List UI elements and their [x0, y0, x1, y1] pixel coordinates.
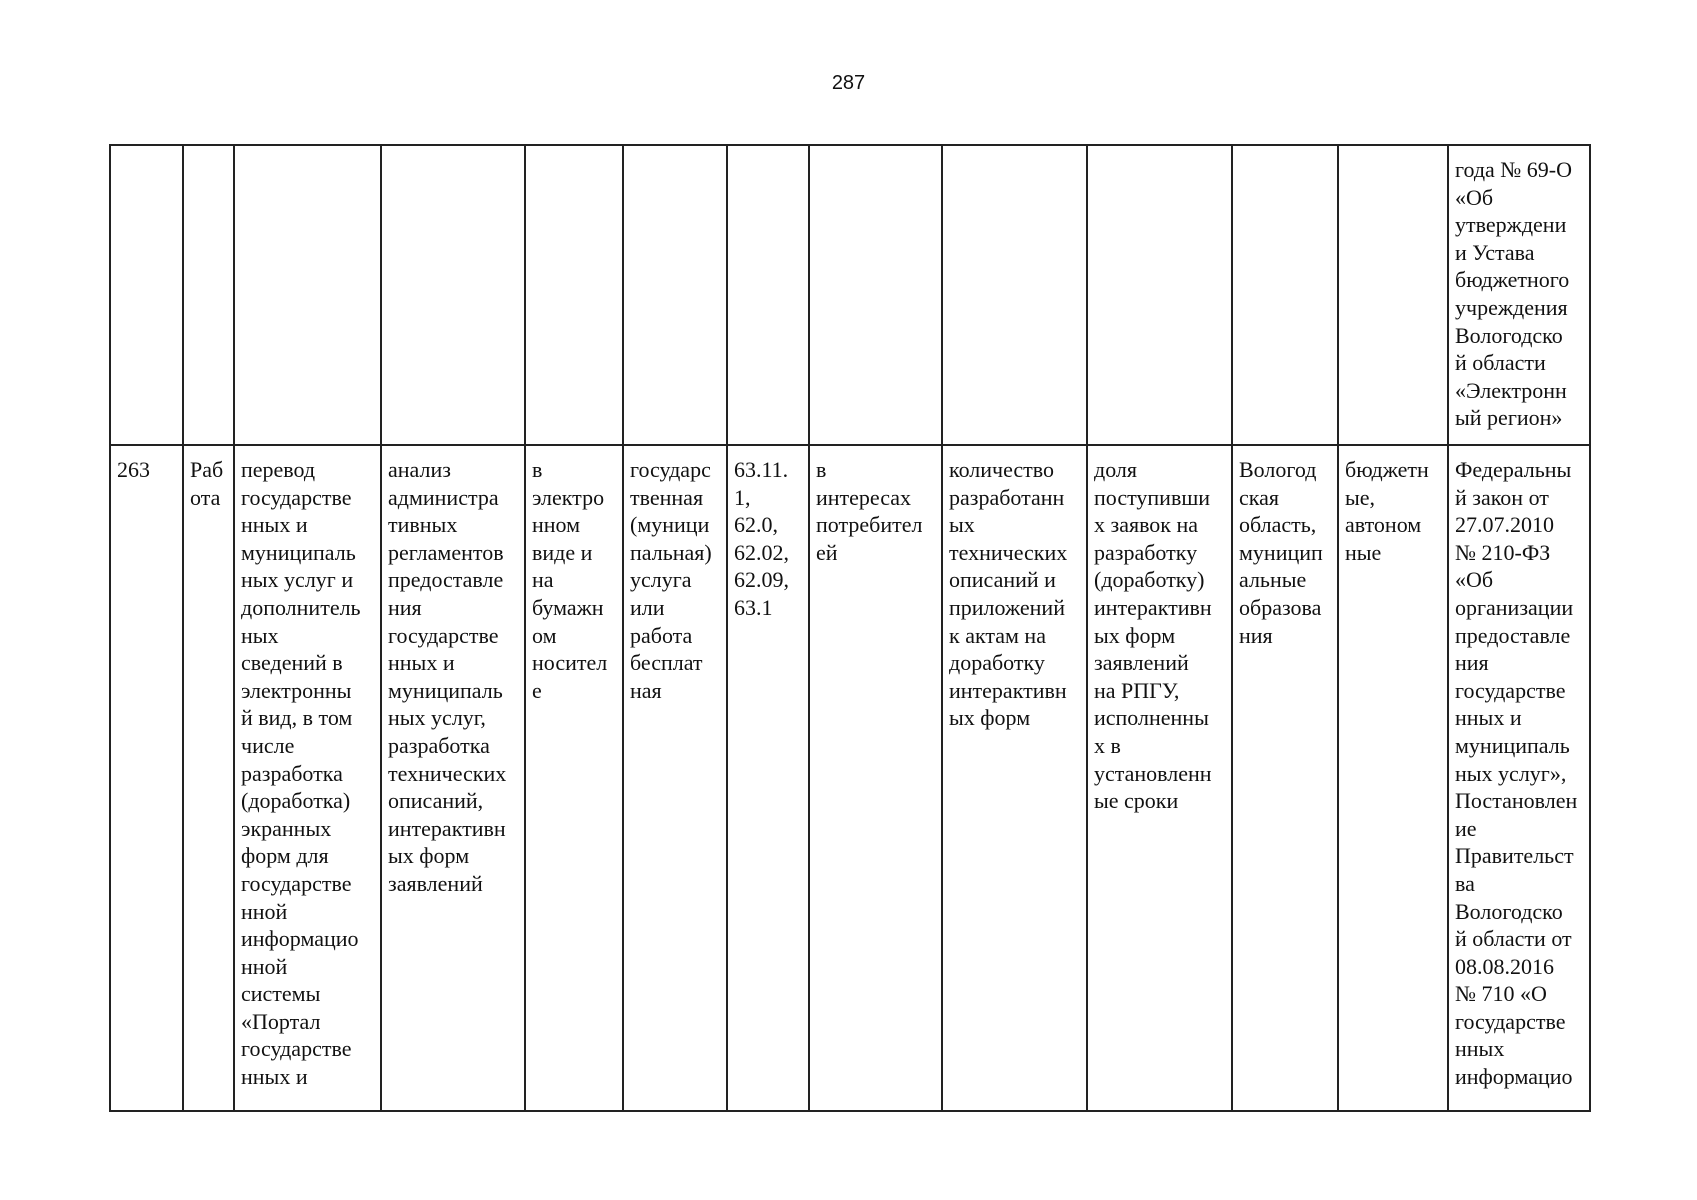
cell-text: года № 69-О «Об утверждени и Устава бюджетного учреждения Вологодско й области «Электронн ый регион»	[1455, 157, 1573, 431]
document-table	[109, 144, 1591, 1112]
cell-text: Федеральны й закон от 27.07.2010 № 210-ФЗ «Об организации предоставле ния государстве нных и муниципаль ных услуг», Постановлен ие Правительст ва Вологодско й области от 08.08.2016 № 710 «О государстве нных информацио	[1455, 457, 1578, 1090]
cell-quality-indicator	[1087, 145, 1232, 445]
cell-text: Раб ота	[190, 457, 224, 510]
cell-text: Вологод ская область, муницип альные образова ния	[1239, 457, 1323, 648]
cell-text: перевод государстве нных и муниципаль ных услуг и дополнитель ных сведений в электронны й вид, в том числе разработка (доработка) экранных форм для государстве нной информацио нной системы «Портал государстве нных и	[241, 457, 361, 1090]
cell-legal-basis	[1448, 445, 1590, 1111]
cell-number	[110, 445, 183, 1111]
cell-status	[623, 145, 727, 445]
cell-institution-type	[1338, 445, 1448, 1111]
cell-text: в интересах потребител ей	[816, 457, 923, 565]
cell-form	[525, 145, 623, 445]
cell-text: 263	[117, 457, 150, 482]
cell-okved	[727, 445, 809, 1111]
cell-institution-type	[1338, 145, 1448, 445]
page-number: 287	[831, 72, 866, 94]
cell-text: государс твенная (муници пальная) услуга или работа бесплат ная	[630, 457, 712, 703]
cell-volume-indicator	[942, 145, 1087, 445]
cell-region	[1232, 145, 1338, 445]
cell-legal-basis	[1448, 145, 1590, 445]
cell-text: количество разработанн ых технических описаний и приложений к актам на доработку интерактивн ых форм	[949, 457, 1068, 731]
cell-quality-indicator	[1087, 445, 1232, 1111]
table-row-263	[110, 445, 1590, 1111]
cell-form	[525, 445, 623, 1111]
cell-text: в электро нном виде и на бумажн ом носител е	[532, 457, 608, 703]
cell-volume-indicator	[942, 445, 1087, 1111]
cell-content	[381, 145, 525, 445]
cell-okved	[727, 145, 809, 445]
cell-region	[1232, 445, 1338, 1111]
cell-consumers	[809, 445, 942, 1111]
cell-service-name	[234, 145, 381, 445]
cell-text: анализ администра тивных регламентов предоставле ния государстве нных и муниципаль ных услуг, разработка технических описаний, интерактивн ых форм заявлений	[388, 457, 507, 896]
cell-text: бюджетн ые, автоном ные	[1345, 457, 1429, 565]
cell-text: 63.11. 1, 62.0, 62.02, 62.09, 63.1	[734, 457, 789, 620]
cell-type	[183, 145, 234, 445]
table-row-continuation	[110, 145, 1590, 445]
cell-consumers	[809, 145, 942, 445]
cell-text: доля поступивши х заявок на разработку (доработку) интерактивн ых форм заявлений на РПГУ, исполненны х в установленн ые сроки	[1094, 457, 1212, 814]
cell-type	[183, 445, 234, 1111]
cell-service-name	[234, 445, 381, 1111]
cell-content	[381, 445, 525, 1111]
cell-number	[110, 145, 183, 445]
cell-status	[623, 445, 727, 1111]
